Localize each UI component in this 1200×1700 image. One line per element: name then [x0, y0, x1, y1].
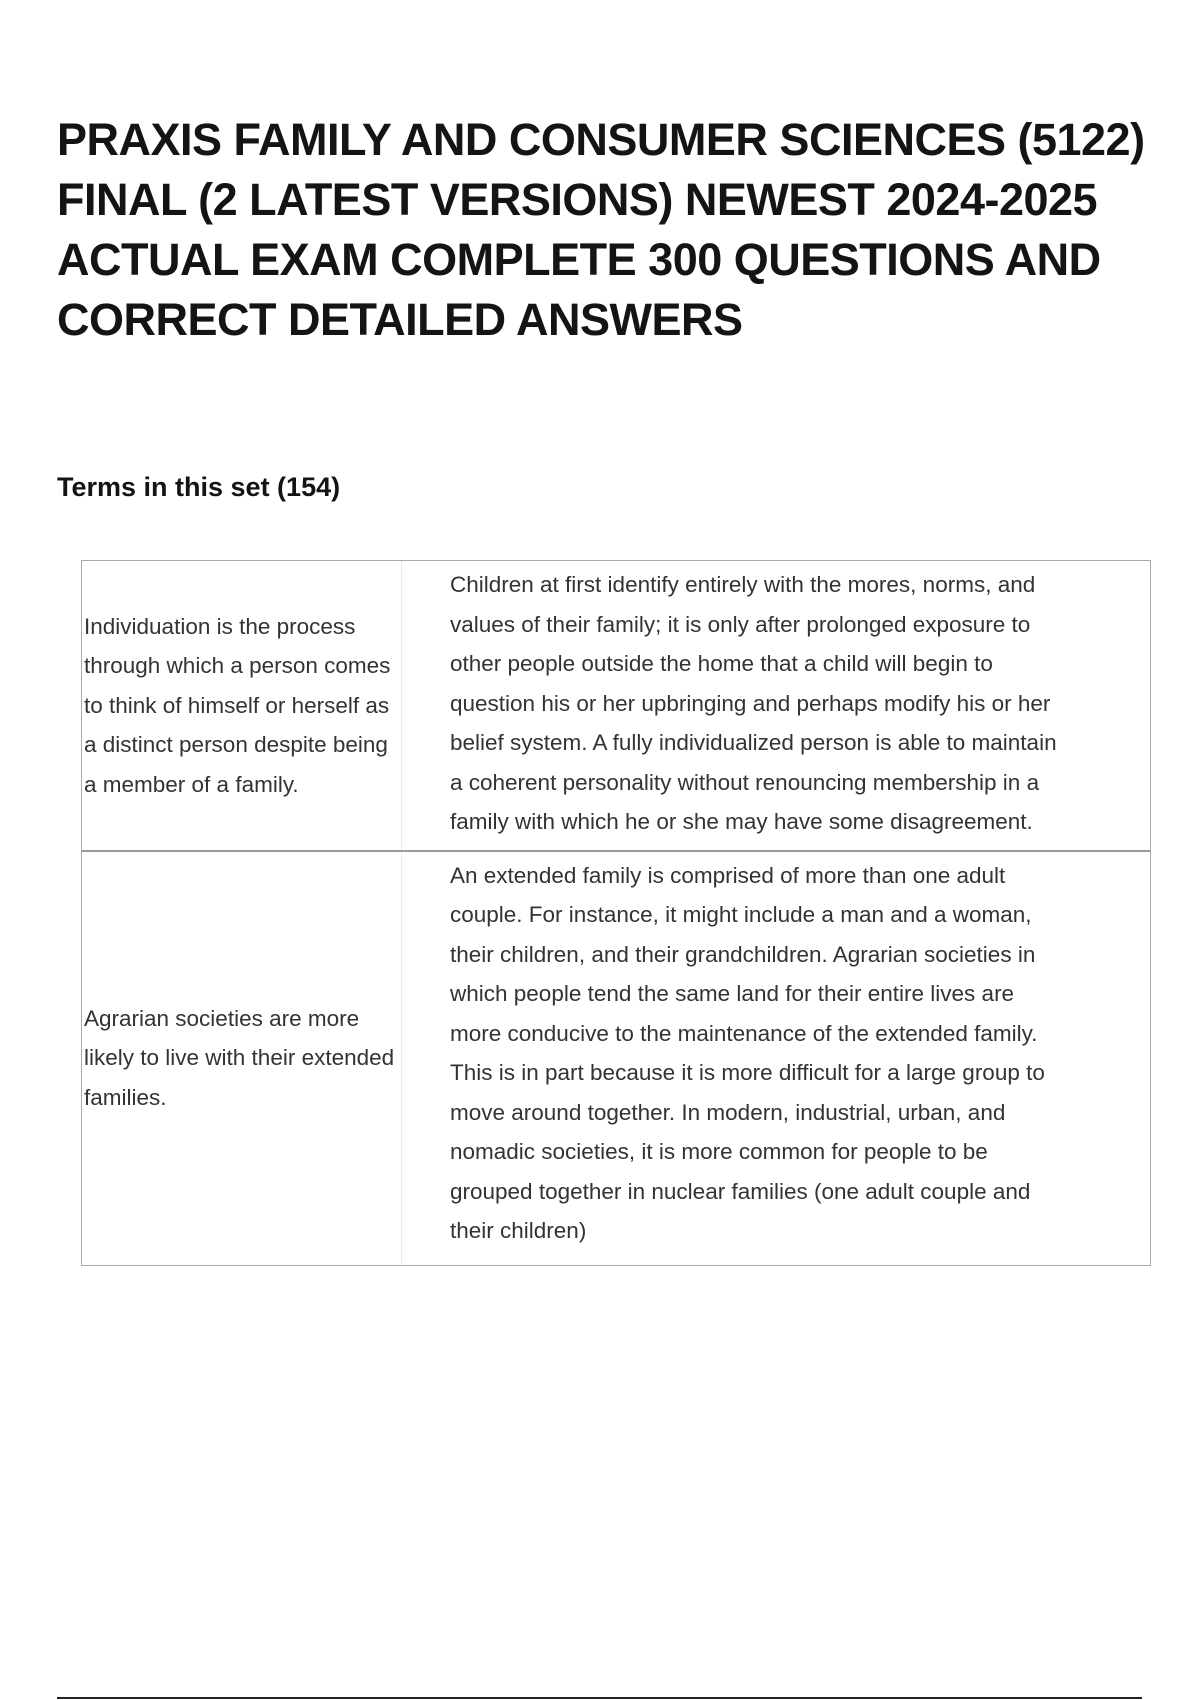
term-text: Agrarian societies are more likely to live with their extended families.: [82, 852, 402, 1265]
definition-text: Children at first identify entirely with the mores, norms, and values of their family; it is only after prolonged exposure to other people outside the home that a child will begin to question his or her upbringing and perhaps modify his or her belief system. A fully individualized person is able to maintain a coherent personality without renouncing membership in a family with which he or she may have some disagreement.: [450, 572, 1057, 834]
terms-table: [81, 560, 1151, 1266]
footer-divider: [57, 1697, 1142, 1699]
definition-text: An extended family is comprised of more than one adult couple. For instance, it might include a man and a woman, their children, and their grandchildren. Agrarian societies in which people tend the same land for their entire lives are more conducive to the maintenance of the extended family. This is in part because it is more difficult for a large group to move around together. In modern, industrial, urban, and nomadic societies, it is more common for people to be grouped together in nuclear families (one adult couple and their children): [450, 862, 1045, 1243]
set-heading: Terms in this set (154): [57, 472, 341, 502]
term-row: [82, 850, 1150, 1265]
term-text: Individuation is the process through which a person comes to think of himself or herself as a distinct person despite being a member of a family.: [82, 561, 402, 850]
document-title: PRAXIS FAMILY AND CONSUMER SCIENCES (5122) FINAL (2 LATEST VERSIONS) NEWEST 2024-2025 ACTUAL EXAM COMPLETE 300 QUESTIONS AND CORRECT DETAILED ANSWERS: [57, 114, 1145, 345]
term-row: [82, 561, 1150, 850]
